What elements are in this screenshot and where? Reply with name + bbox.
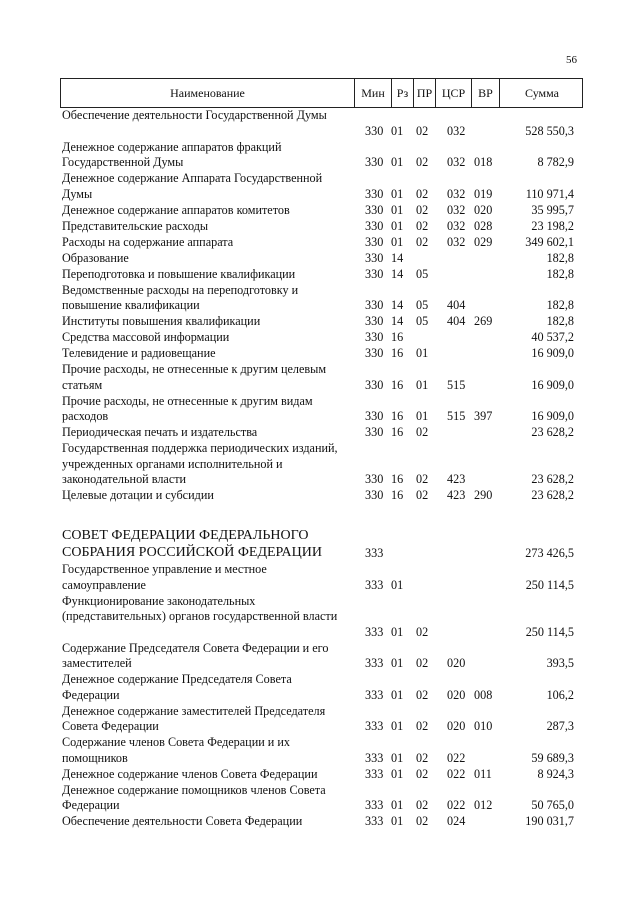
row-sum: 349 602,1 [525,234,574,249]
row-min: 330 [365,425,384,439]
row-pr: 05 [416,314,429,328]
row-csr: 020 [447,687,466,702]
table-row [0,814,640,830]
row-rz: 01 [391,186,404,201]
row-name: Содержание членов Совета Федерации и их помощников [62,735,290,765]
table-row [0,562,640,593]
row-rz: 16 [391,377,404,392]
header-min: Мин [354,79,391,107]
row-vr: 019 [474,186,493,201]
row-sum: 287,3 [546,719,574,733]
header-pr: ПР [413,79,435,107]
row-sum: 35 995,7 [531,202,574,217]
row-pr: 02 [416,814,429,828]
row-csr: 515 [447,409,466,423]
row-name: Денежное содержание помощников членов Совета Федерации [62,782,326,812]
row-min: 330 [365,330,384,344]
row-vr: 012 [474,798,493,812]
row-name: Институты повышения квалификации [62,314,261,328]
row-sum: 182,8 [546,250,574,265]
row-min: 330 [365,314,384,328]
row-rz: 01 [391,218,404,233]
table-row [0,203,640,219]
row-min: 333 [365,687,384,702]
row-rz: 01 [391,687,404,702]
table-row [0,641,640,672]
table-row [0,735,640,766]
row-csr: 032 [447,186,466,201]
header-rz: Рз [391,79,413,107]
row-sum: 23 628,2 [531,488,574,502]
row-csr: 020 [447,719,466,733]
table-row [0,528,640,561]
table-row [0,140,640,171]
row-sum: 250 114,5 [525,577,574,592]
row-rz: 14 [391,266,404,281]
row-rz: 14 [391,314,404,328]
row-name: Переподготовка и повышение квалификации [62,266,296,281]
row-sum: 250 114,5 [525,624,574,639]
row-pr: 02 [416,656,429,670]
row-csr: 032 [447,218,466,233]
row-sum: 106,2 [546,687,574,702]
table-row [0,783,640,814]
header-sum: Сумма [499,79,584,107]
row-min: 333 [365,798,384,812]
row-name: Денежное содержание заместителей Председателя Совета Федерации [62,703,326,733]
row-pr: 02 [416,798,429,812]
table-row [0,283,640,314]
row-min: 330 [365,488,384,502]
row-min: 333 [365,750,384,765]
row-pr: 02 [416,488,429,502]
row-sum: 50 765,0 [531,798,574,812]
header-csr: ЦСР [435,79,471,107]
row-name: Функционирование законодательных (представительных) органов государственной власти [62,593,338,623]
table-row [0,346,640,362]
table-row [0,314,640,330]
row-pr: 02 [416,425,429,439]
row-min: 330 [365,377,384,392]
row-min: 333 [365,577,384,592]
row-pr: 02 [416,766,429,781]
row-min: 330 [365,186,384,201]
table-row [0,330,640,346]
row-rz: 14 [391,250,404,265]
table-row [0,425,640,441]
row-sum: 23 628,2 [531,472,574,486]
table-row [0,171,640,202]
row-rz: 01 [391,814,404,828]
row-rz: 01 [391,155,404,169]
row-pr: 02 [416,202,429,217]
table-row [0,108,640,139]
row-min: 330 [365,298,384,312]
row-sum: 16 909,0 [531,346,574,360]
row-rz: 01 [391,123,404,138]
row-sum: 8 782,9 [537,155,574,169]
row-sum: 23 628,2 [531,425,574,439]
row-csr: 022 [447,798,466,812]
row-csr: 404 [447,314,466,328]
row-rz: 16 [391,425,404,439]
row-sum: 40 537,2 [531,330,574,344]
row-min: 330 [365,409,384,423]
row-rz: 01 [391,766,404,781]
row-name: Обеспечение деятельности Государственной Думы [62,108,327,122]
row-rz: 01 [391,798,404,812]
row-name: Денежное содержание аппаратов фракций Государственной Думы [62,139,282,169]
row-vr: 029 [474,234,493,249]
row-min: 333 [365,719,384,733]
row-pr: 02 [416,719,429,733]
row-name: Прочие расходы, не отнесенные к другим целевым статьям [62,362,327,392]
row-rz: 16 [391,346,404,360]
row-pr: 01 [416,377,429,392]
row-vr: 269 [474,314,493,328]
row-csr: 032 [447,123,466,138]
table-row [0,235,640,251]
row-sum: 393,5 [546,656,574,670]
row-rz: 16 [391,330,404,344]
row-pr: 02 [416,234,429,249]
row-sum: 273 426,5 [525,545,574,560]
row-name: Денежное содержание членов Совета Федерации [62,766,318,781]
row-rz: 01 [391,202,404,217]
row-pr: 02 [416,472,429,486]
row-rz: 16 [391,472,404,486]
row-name: Телевидение и радиовещание [62,346,216,360]
row-csr: 423 [447,488,466,502]
row-min: 330 [365,155,384,169]
row-name: Денежное содержание Аппарата Государственной Думы [62,171,323,201]
row-vr: 397 [474,409,493,423]
row-vr: 028 [474,218,493,233]
row-pr: 02 [416,624,429,639]
row-sum: 16 909,0 [531,409,574,423]
table-row [0,219,640,235]
row-vr: 008 [474,687,493,702]
row-sum: 182,8 [546,314,574,328]
row-pr: 05 [416,298,429,312]
row-min: 333 [365,766,384,781]
row-sum: 190 031,7 [525,814,574,828]
row-vr: 010 [474,719,493,733]
table-row [0,704,640,735]
page-number: 56 [566,54,577,66]
row-pr: 02 [416,218,429,233]
row-min: 330 [365,202,384,217]
table-row [0,441,640,488]
row-vr: 020 [474,202,493,217]
row-csr: 024 [447,814,466,828]
row-name: Государственная поддержка периодических изданий, учрежденных органами исполнительной и законодательной власти [62,441,338,486]
row-rz: 01 [391,624,404,639]
row-name: Средства массовой информации [62,330,230,344]
row-sum: 110 971,4 [525,186,574,201]
table-row [0,267,640,283]
row-min: 330 [365,123,384,138]
header-vr: ВР [471,79,499,107]
row-pr: 02 [416,750,429,765]
row-name: Обеспечение деятельности Совета Федерации [62,814,303,828]
row-min: 333 [365,656,384,670]
row-name: Денежное содержание Председателя Совета Федерации [62,672,292,702]
row-vr: 290 [474,488,493,502]
table-row [0,672,640,703]
row-csr: 032 [447,234,466,249]
row-min: 333 [365,624,384,639]
row-name: Периодическая печать и издательства [62,425,258,439]
row-rz: 01 [391,577,404,592]
row-csr: 022 [447,750,466,765]
row-name: Ведомственные расходы на переподготовку и повышение квалификации [62,282,299,312]
row-pr: 02 [416,123,429,138]
row-pr: 01 [416,409,429,423]
row-min: 330 [365,346,384,360]
row-pr: 02 [416,186,429,201]
table-row [0,362,640,393]
row-rz: 01 [391,719,404,733]
row-pr: 05 [416,266,429,281]
table-row [0,488,640,504]
row-rz: 16 [391,409,404,423]
header-name: Наименование [170,85,245,100]
row-vr: 018 [474,155,493,169]
row-min: 330 [365,250,384,265]
row-sum: 182,8 [546,298,574,312]
table-row [0,767,640,783]
row-rz: 16 [391,488,404,502]
row-name: Прочие расходы, не отнесенные к другим видам расходов [62,393,313,423]
row-min: 333 [365,545,384,560]
row-csr: 423 [447,472,466,486]
table-row [0,394,640,425]
row-pr: 02 [416,687,429,702]
row-name: Государственное управление и местное самоуправление [62,562,267,592]
row-name: Содержание Председателя Совета Федерации и его заместителей [62,640,329,670]
row-name: Представительские расходы [62,218,209,233]
row-sum: 23 198,2 [531,218,574,233]
row-rz: 01 [391,656,404,670]
row-sum: 59 689,3 [531,750,574,765]
row-min: 330 [365,472,384,486]
row-sum: 8 924,3 [537,766,574,781]
row-vr: 011 [474,766,492,781]
row-pr: 01 [416,346,429,360]
row-sum: 528 550,3 [525,123,574,138]
row-min: 330 [365,266,384,281]
row-csr: 032 [447,155,466,169]
table-row [0,594,640,641]
row-sum: 182,8 [546,266,574,281]
row-csr: 032 [447,202,466,217]
row-min: 333 [365,814,384,828]
table-header [60,78,583,108]
row-name: СОВЕТ ФЕДЕРАЦИИ ФЕДЕРАЛЬНОГО СОБРАНИЯ РОССИЙСКОЙ ФЕДЕРАЦИИ [62,528,322,560]
row-min: 330 [365,218,384,233]
row-csr: 515 [447,377,466,392]
row-name: Образование [62,250,129,265]
row-csr: 404 [447,298,466,312]
table-row [0,251,640,267]
row-name: Расходы на содержание аппарата [62,234,234,249]
row-name: Целевые дотации и субсидии [62,488,214,502]
row-min: 330 [365,234,384,249]
row-csr: 022 [447,766,466,781]
row-rz: 01 [391,750,404,765]
row-pr: 02 [416,155,429,169]
row-rz: 14 [391,298,404,312]
row-csr: 020 [447,656,466,670]
row-rz: 01 [391,234,404,249]
row-name: Денежное содержание аппаратов комитетов [62,202,290,217]
row-sum: 16 909,0 [531,377,574,392]
